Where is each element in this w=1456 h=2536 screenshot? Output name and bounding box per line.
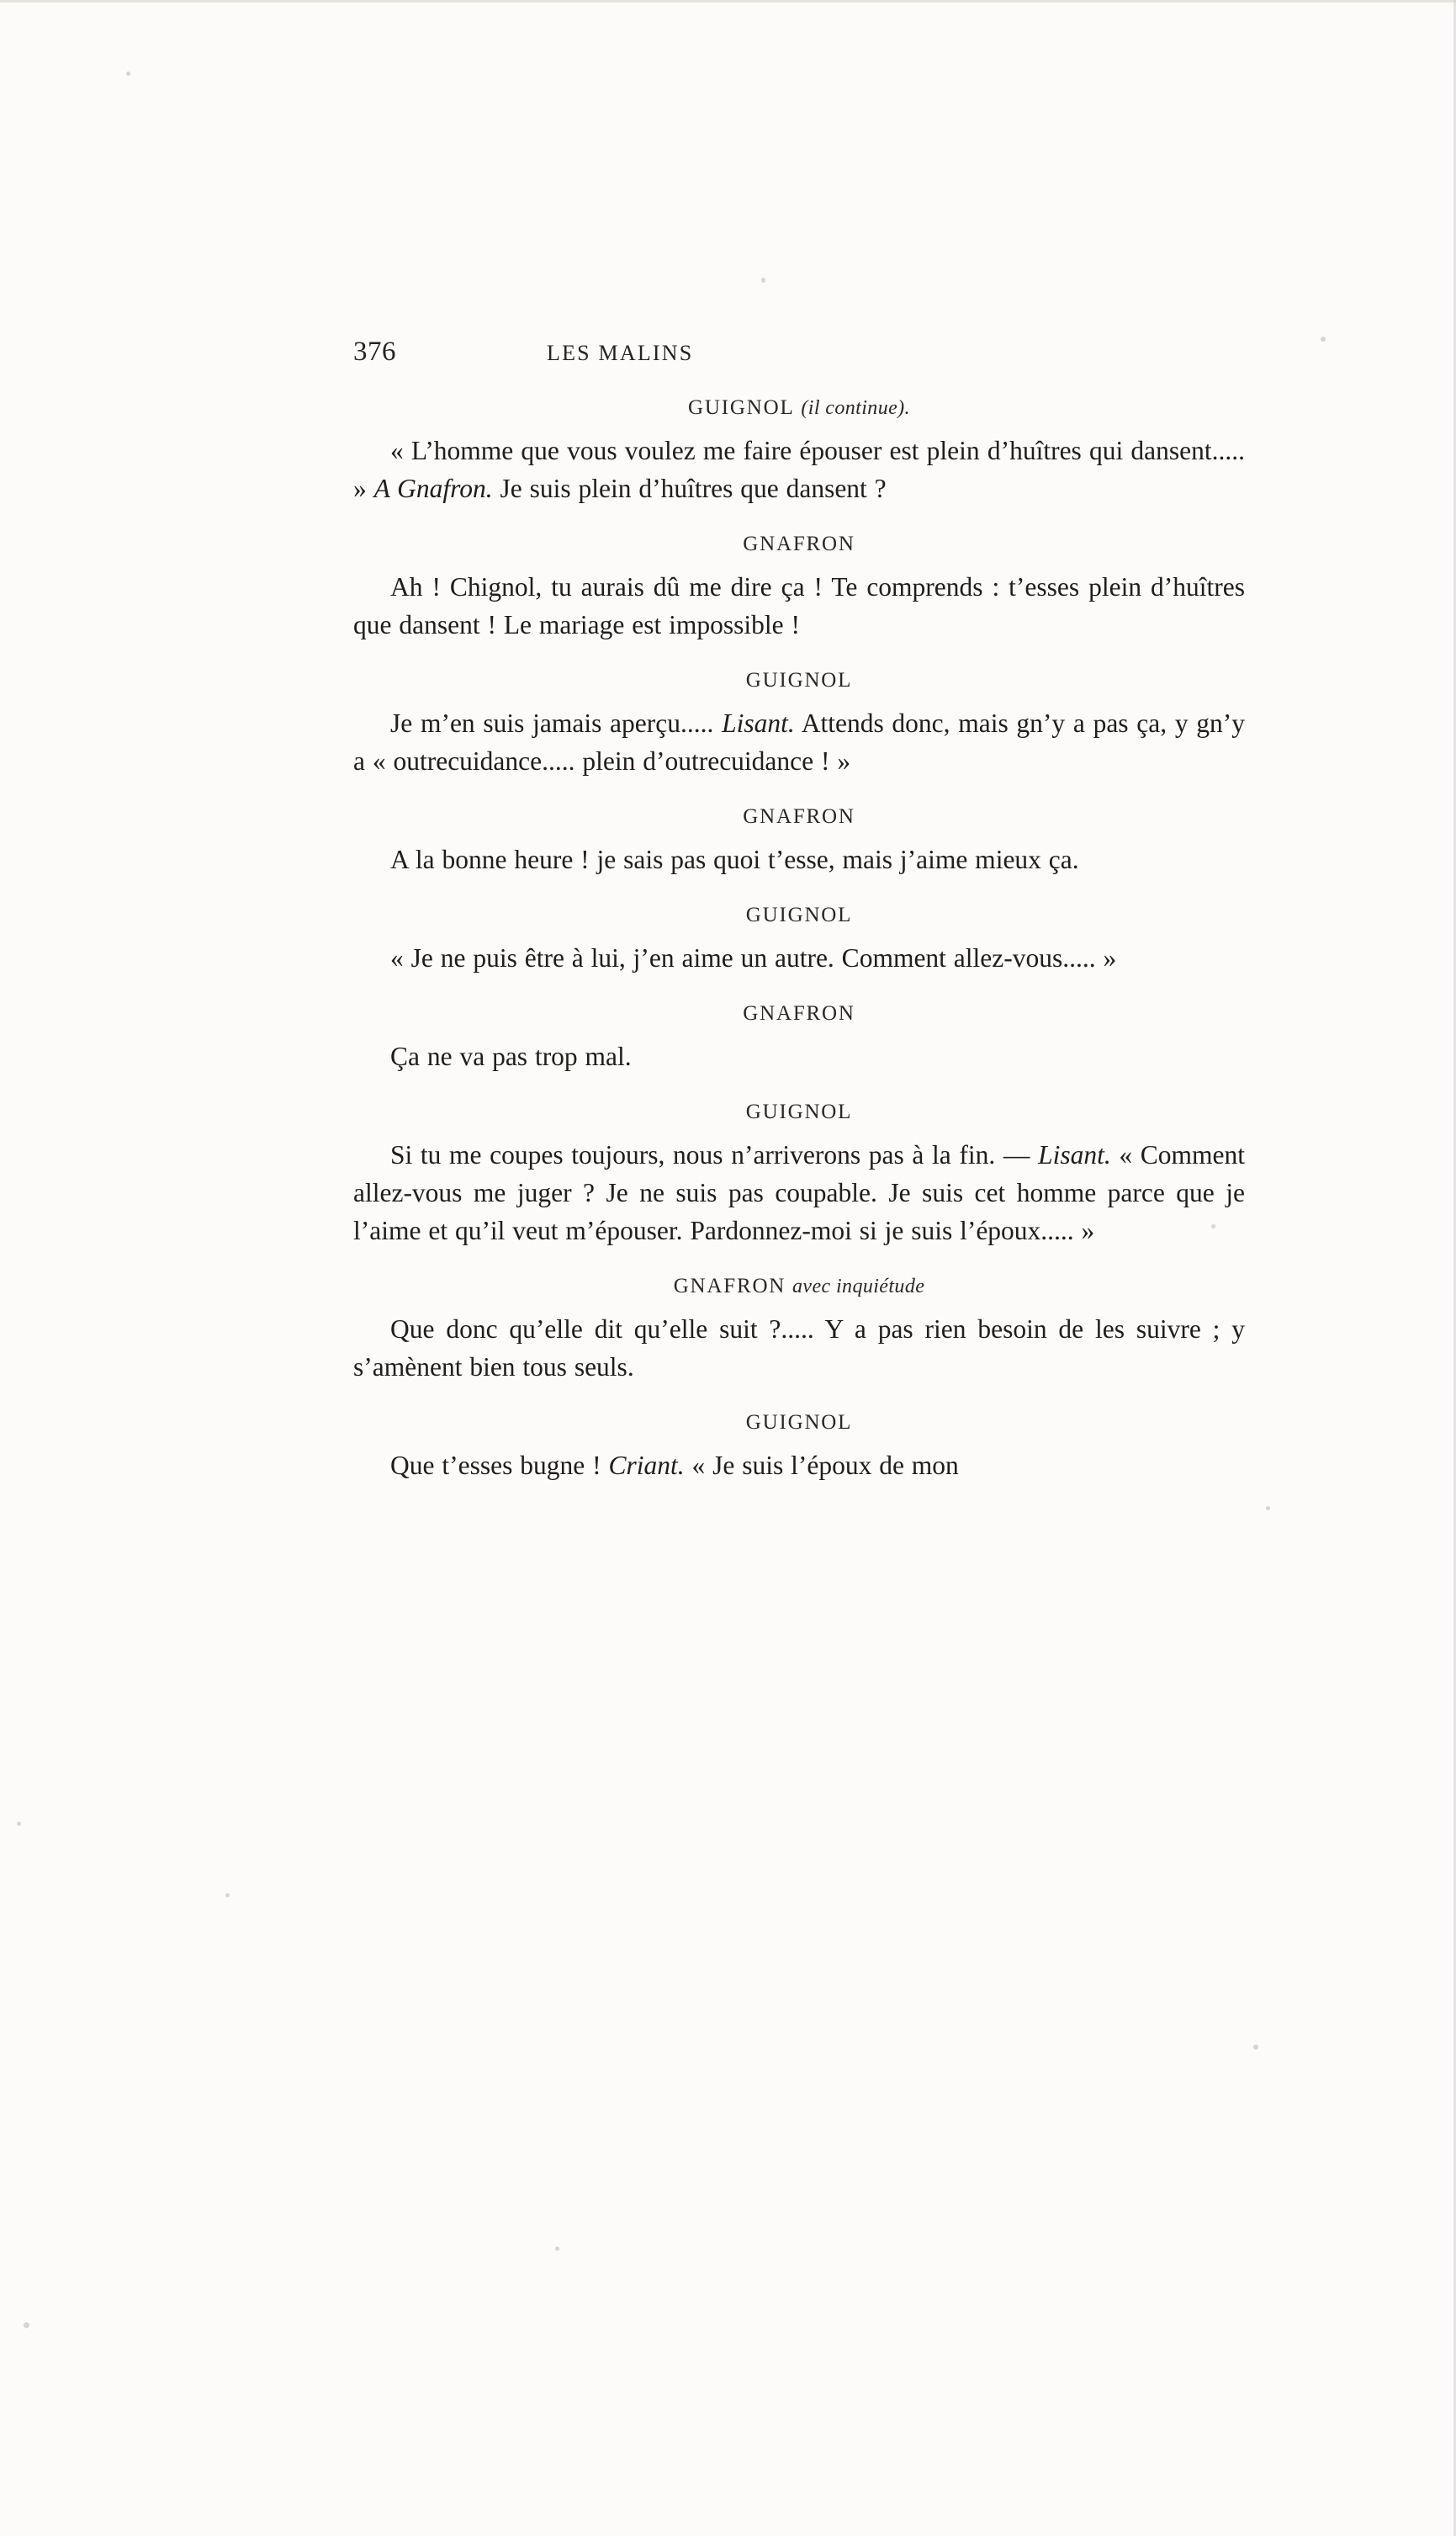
dialogue-block (353, 904, 1245, 977)
paper-speck (1321, 337, 1326, 342)
speaker-name: GUIGNOL (688, 396, 795, 419)
speaker-name: GUIGNOL (745, 1101, 853, 1123)
dialogue-text: Je m’en suis jamais aperçu..... Lisant. Attends donc, mais gn’y a pas ça, y gn’y a « outrecuidance..... plein d’outrecuidance ! » (353, 708, 1246, 776)
speaker-heading (353, 669, 1245, 692)
speaker-heading (353, 1275, 1245, 1298)
paper-speck (555, 2247, 559, 2251)
paper-speck (1253, 2045, 1258, 2050)
speaker-name: GNAFRON (743, 805, 855, 828)
dialogue-block (353, 396, 1245, 507)
dialogue-text: Ah ! Chignol, tu aurais dû me dire ça ! Te comprends : t’esses plein d’huîtres que dansent ! Le mariage est impossible ! (353, 572, 1245, 639)
speaker-stage-direction: avec inquiétude (792, 1276, 925, 1297)
page-edge-top (0, 0, 1456, 3)
speaker-name: GNAFRON (743, 533, 855, 555)
speaker-heading (353, 805, 1245, 829)
dialogue-text: Que t’esses bugne ! Criant. « Je suis l’époux de mon (390, 1451, 959, 1480)
dialogue-text: Que donc qu’elle dit qu’elle suit ?..... Y a pas rien besoin de les suivre ; y s’amènent bien tous seuls. (353, 1314, 1245, 1382)
text-column (353, 337, 1245, 1488)
speaker-heading (353, 1101, 1245, 1124)
dialogue-text: « Je ne puis être à lui, j’en aime un autre. Comment allez-vous..... » (390, 943, 1117, 973)
dialogue-block (353, 805, 1245, 878)
dialogue-block (353, 1101, 1245, 1249)
paper-speck (17, 1822, 21, 1826)
paper-speck (761, 278, 765, 283)
speaker-stage-direction: (il continue). (801, 397, 910, 419)
paper-speck (1266, 1506, 1270, 1510)
speaker-name: GUIGNOL (745, 904, 853, 926)
running-head-title: LES MALINS (547, 341, 694, 365)
speaker-name: GUIGNOL (745, 669, 853, 692)
dialogue-text: Si tu me coupes toujours, nous n’arriverons pas à la fin. — Lisant. « Comment allez-vous me juger ? Je ne suis pas coupable. Je suis cet homme parce que je l’aime et qu’il veut m’épouser. Pardonnez-moi si je suis l’époux..... » (353, 1140, 1245, 1245)
dialogue-block (353, 1002, 1245, 1075)
speaker-name: GNAFRON (743, 1002, 855, 1025)
speaker-name: GNAFRON (673, 1275, 786, 1297)
page-number: 376 (353, 337, 396, 367)
paper-speck (24, 2322, 29, 2328)
speaker-heading (353, 1002, 1245, 1026)
dialogue-block (353, 1275, 1245, 1386)
running-head (353, 337, 1245, 368)
speaker-heading (353, 904, 1245, 927)
speaker-heading (353, 1411, 1245, 1435)
speaker-name: GUIGNOL (745, 1411, 853, 1434)
dialogue-text: « L’homme que vous voulez me faire épouser est plein d’huîtres qui dansent..... » A Gnafron. Je suis plein d’huîtres que dansent ? (353, 436, 1245, 503)
speaker-heading (353, 533, 1245, 556)
dialogue-block (353, 533, 1245, 644)
dialogue-block (353, 1411, 1245, 1484)
paper-speck (126, 72, 130, 76)
paper-speck (225, 1893, 230, 1897)
dialogue-text: A la bonne heure ! je sais pas quoi t’esse, mais j’aime mieux ça. (390, 845, 1079, 874)
dialogue-block (353, 669, 1245, 780)
speaker-heading (353, 396, 1245, 420)
dialogue-text: Ça ne va pas trop mal. (390, 1042, 632, 1071)
